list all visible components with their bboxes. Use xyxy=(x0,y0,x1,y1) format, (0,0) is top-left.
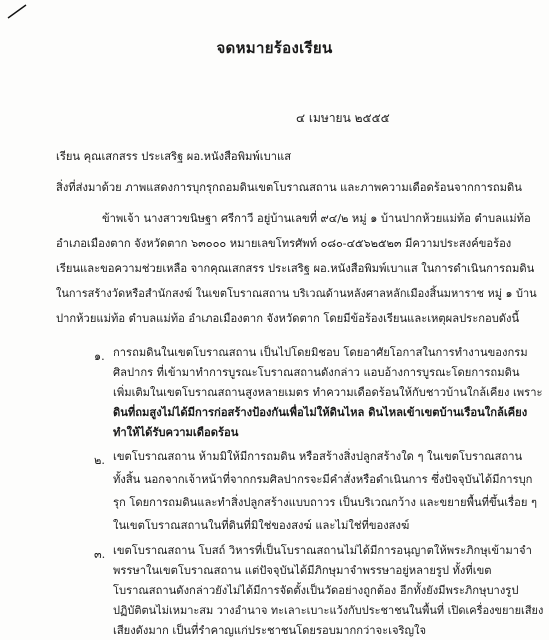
intro-line: ปากห้วยแม่ท้อ ตำบลแม่ท้อ อำเภอเมืองตาก จังหวัดตาก โดยมีข้อร้องเรียนและเหตุผลประกอบดังนี้ xyxy=(56,312,520,325)
intro-line: ข้าพเจ้า นางสาวขนิษฐา ศรีกาวี อยู่บ้านเลขที่ ๙๔/๒ หมู่ ๑ บ้านปากห้วยแม่ท้อ ตำบลแม่ท้อ xyxy=(102,212,531,225)
item-line: เขตโบราณสถาน โบสถ์ วิหารที่เป็นโบราณสถานไม่ได้มีการอนุญาตให้พระภิกษุเข้ามาจำ xyxy=(113,544,532,557)
item-line: รุก โดยการถมดินและทำสิ่งปลูกสร้างแบบถาวร เป็นบริเวณกว้าง และขยายพื้นที่ขึ้นเรื่อย ๆ xyxy=(113,496,537,509)
item-line: การถมดินในเขตโบราณสถาน เป็นไปโดยมิชอบ โดยอาศัยโอกาสในการทำงานของกรม xyxy=(113,346,528,359)
item-number: ๑. xyxy=(94,350,105,363)
letter-title: จดหมายร้องเรียน xyxy=(216,39,333,57)
item-number: ๓. xyxy=(94,548,106,561)
attachment-line: สิ่งที่ส่งมาด้วย ภาพแสดงการบุกรุกถอมดินเขตโบราณสถาน และภาพความเดือดร้อนจากการถมดิน xyxy=(56,181,522,194)
intro-line: เรียนและขอความช่วยเหลือ จากคุณเสกสรร ประเสริฐ ผอ.หนังสือพิมพ์เบาแส ในการดำเนินการถมดิน xyxy=(56,262,535,275)
item-line: เขตโบราณสถาน ห้ามมิให้มีการถมดิน หรือสร้างสิ่งปลูกสร้างใด ๆ ในเขตโบราณสถาน xyxy=(113,450,523,463)
item-line: เสียงดังมาก เป็นที่รำคาญแก่ประชาชนโดยรอบมากกว่าจะเจริญใจ xyxy=(113,624,427,637)
item-line: ปฏิบัติตนไม่เหมาะสม วางอำนาจ ทะเลาะเบาะแว้งกับประชาชนในพื้นที่ เปิดเครื่องขยายเสียง xyxy=(113,604,544,617)
item-line: พรรษาในเขตโบราณสถาน แต่ปัจจุบันได้มีภิกษุมาจำพรรษาอยู่หลายรูป ทั้งที่เขต xyxy=(113,564,492,577)
item-line: ทำให้ได้รับความเดือดร้อน xyxy=(113,425,239,439)
item-line: ในเขตโบราณสถานในที่ดินที่มิใช่ของสงฆ์ และไม่ใช่ที่ของสงฆ์ xyxy=(113,519,410,532)
item-line: ศิลปากร ที่เข้ามาทำการบูรณะโบราณสถานดังกล่าว แอบอ้างการบูรณะโดยการถมดิน xyxy=(113,366,520,379)
pen-stroke-mark xyxy=(4,2,30,20)
intro-line: ในการสร้างวัดหรือสำนักสงฆ์ ในเขตโบราณสถาน บริเวณด้านหลังศาลหลักเมืองสิ้นมหาราช หมู่ ๑ บ้าน xyxy=(56,287,537,300)
item-line: เพิ่มเติมในเขตโบราณสถานสูงหลายเมตร ทำความเดือดร้อนให้กับชาวบ้านใกล้เคียง เพราะ xyxy=(113,386,543,399)
item-line: ดินที่ถมสูงไม่ได้มีการก่อสร้างป้องกันเพื่อไม่ให้ดินไหล ดินไหลเข้าเขตบ้านเรือนใกล้เคียง xyxy=(113,405,528,419)
salutation: เรียน คุณเสกสรร ประเสริฐ ผอ.หนังสือพิมพ์เบาแส xyxy=(56,150,292,163)
item-line: ทั้งสิ้น นอกจากเจ้าหน้าที่จากกรมศิลปากรจะมีคำสั่งหรือดำเนินการ ซึ่งปัจจุบันได้มีการบุก xyxy=(113,473,533,486)
intro-line: อำเภอเมืองตาก จังหวัดตาก ๖๓๐๐๐ หมายเลขโทรศัพท์ ๐๘๐-๔๕๖๒๕๒๓ มีความประสงค์ขอร้อง xyxy=(56,237,512,250)
letter-date: ๔ เมษายน ๒๕๕๕ xyxy=(296,111,390,125)
item-number: ๒. xyxy=(94,454,105,467)
item-line: โบราณสถานดังกล่าวยังไม่ได้มีการจัดตั้งเป็นวัดอย่างถูกต้อง อีกทั้งยังมีพระภิกษุบางรูป xyxy=(113,584,519,597)
